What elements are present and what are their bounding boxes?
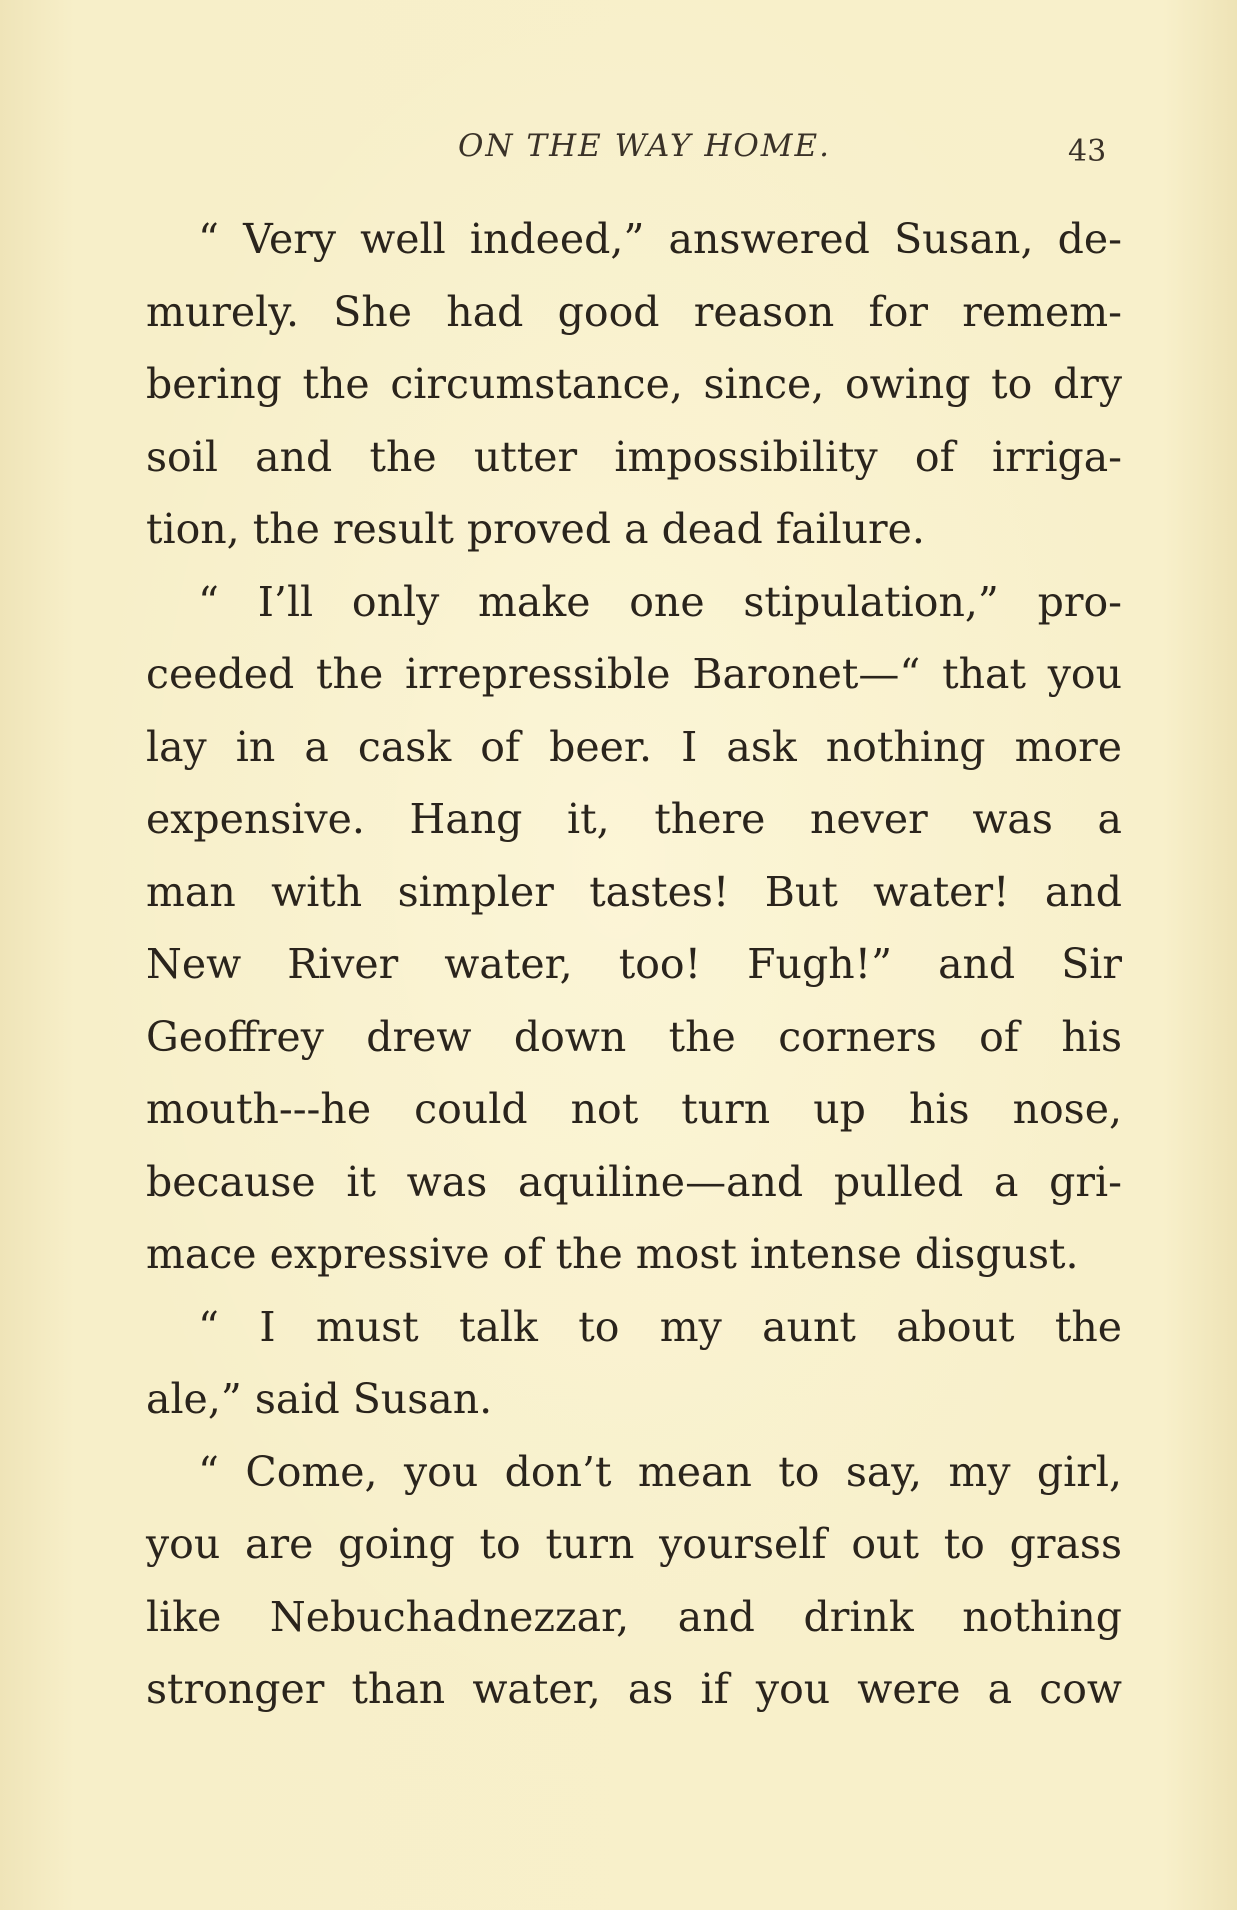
- text-line: expensive. Hang it, there never was a: [146, 795, 1122, 843]
- text-line: bering the circumstance, since, owing to dry: [146, 360, 1122, 408]
- text-line: stronger than water, as if you were a cow: [146, 1665, 1122, 1713]
- text-line: murely. She had good reason for remem-: [146, 287, 1122, 336]
- text-line: lay in a cask of beer. I ask nothing more: [146, 722, 1122, 771]
- page-number: 43: [1068, 134, 1107, 169]
- body-text: [146, 203, 1122, 1726]
- running-head: ON THE WAY HOME.: [458, 128, 832, 164]
- text-line: ceeded the irrepressible Baronet—“ that you: [146, 650, 1122, 698]
- text-line: ale,” said Susan.: [146, 1375, 493, 1423]
- text-line: man with simpler tastes! But water! and: [146, 867, 1122, 916]
- text-line: New River water, too! Fugh!” and Sir: [146, 940, 1122, 988]
- text-line: tion, the result proved a dead failure.: [146, 505, 925, 553]
- text-line: soil and the utter impossibility of irriga-: [146, 432, 1122, 481]
- text-line: mouth---he could not turn up his nose,: [146, 1085, 1122, 1133]
- text-line: “ Very well indeed,” answered Susan, de-: [198, 215, 1122, 263]
- text-line: “ I must talk to my aunt about the: [198, 1302, 1122, 1351]
- text-line: you are going to turn yourself out to grass: [146, 1520, 1122, 1568]
- text-line: “ I’ll only make one stipulation,” pro-: [198, 577, 1122, 626]
- text-line: because it was aquiline—and pulled a gri-: [146, 1157, 1122, 1206]
- text-line: mace expressive of the most intense disgust.: [146, 1230, 1079, 1278]
- text-line: Geoffrey drew down the corners of his: [146, 1012, 1122, 1061]
- text-line: like Nebuchadnezzar, and drink nothing: [146, 1592, 1122, 1641]
- text-line: “ Come, you don’t mean to say, my girl,: [198, 1447, 1122, 1496]
